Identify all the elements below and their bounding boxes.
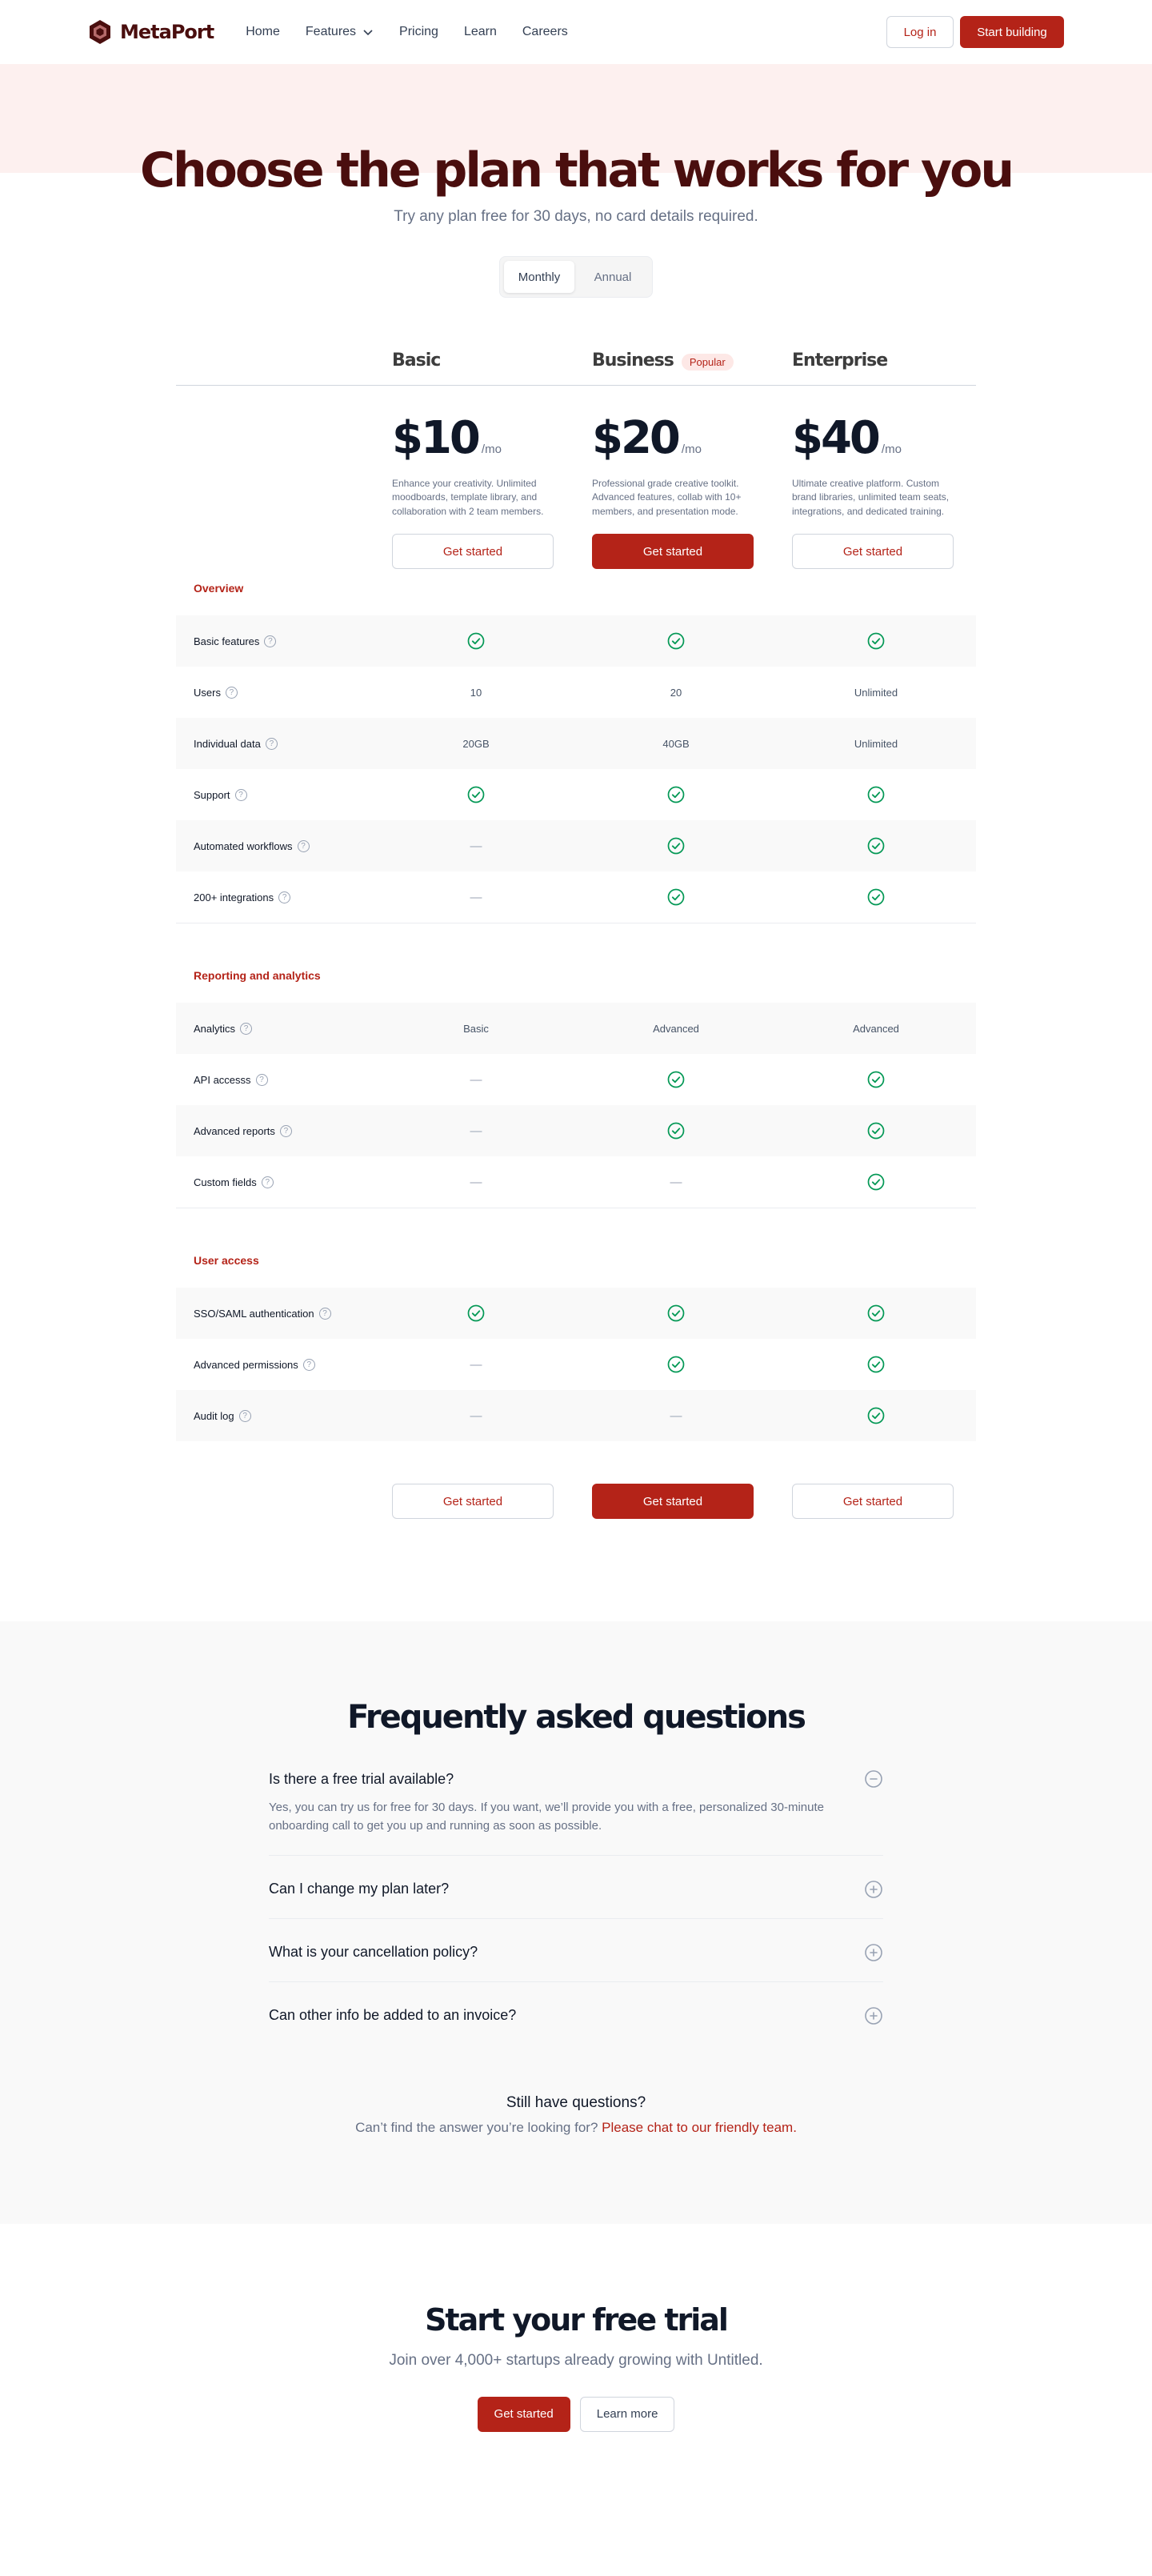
check-circle-icon	[667, 1304, 685, 1322]
feature-name-cell	[176, 635, 376, 647]
feature-name: Audit log	[194, 1409, 234, 1422]
feature-row	[176, 718, 976, 769]
help-circle-icon[interactable]: ?	[239, 1410, 251, 1422]
feature-name-cell	[176, 1074, 376, 1086]
price-row	[392, 412, 560, 466]
logo-hexagon-icon	[88, 19, 112, 45]
plan-card-enterprise	[776, 412, 976, 569]
nav-link-pricing[interactable]: Pricing	[399, 25, 438, 38]
feature-name-cell	[176, 1308, 376, 1320]
faq-question[interactable]	[269, 1769, 883, 1789]
dash: —	[470, 839, 482, 853]
dash: —	[470, 1408, 482, 1423]
get-started-business-button[interactable]: Get started	[592, 534, 754, 569]
price-period: /mo	[481, 443, 502, 456]
feature-value-check	[776, 1304, 976, 1322]
feature-value	[376, 687, 576, 699]
help-circle-icon[interactable]: ?	[298, 840, 310, 852]
faq-section	[0, 1621, 1152, 2224]
faq-item	[269, 1856, 883, 1919]
feature-value-check	[576, 1356, 776, 1373]
feature-row	[176, 1156, 976, 1208]
feature-name: Users	[194, 686, 221, 699]
check-circle-icon	[867, 632, 885, 650]
faq-item	[269, 1769, 883, 1856]
dash: —	[470, 1357, 482, 1372]
plan-price-row	[176, 386, 976, 569]
check-circle-icon	[467, 632, 485, 650]
feature-value-check	[576, 1122, 776, 1140]
still-questions-sub: Can’t find the answer you’re looking for?	[355, 2119, 598, 2135]
section-divider	[176, 1208, 976, 1241]
section-label: Overview	[194, 582, 244, 595]
dash: —	[670, 1175, 682, 1189]
feature-row	[176, 1390, 976, 1441]
feature-name: API accesss	[194, 1073, 251, 1086]
plan-header-business	[576, 342, 776, 385]
feature-row	[176, 871, 976, 923]
feature-value-check	[376, 632, 576, 650]
feature-name: Custom fields	[194, 1176, 257, 1188]
help-circle-icon[interactable]: ?	[235, 789, 247, 801]
faq-list	[269, 1769, 883, 2045]
check-circle-icon	[867, 1407, 885, 1424]
feature-value	[576, 1023, 776, 1035]
plan-price: $40	[792, 412, 878, 464]
feature-value	[576, 738, 776, 750]
billing-toggle	[499, 256, 653, 298]
feature-value-check	[376, 786, 576, 803]
bottom-col-basic	[376, 1473, 576, 1519]
bottom-buttons-spacer	[176, 1473, 376, 1519]
plan-card-business	[576, 412, 776, 569]
plan-description: Enhance your creativity. Unlimited moodboards, template library, and collaboration with 2 team members.	[392, 478, 544, 517]
feature-row	[176, 667, 976, 718]
section-label: User access	[194, 1254, 259, 1267]
check-circle-icon	[867, 1173, 885, 1191]
check-circle-icon	[467, 786, 485, 803]
bottom-col-enterprise	[776, 1473, 976, 1519]
feature-row	[176, 1054, 976, 1105]
dash: —	[670, 1408, 682, 1423]
check-circle-icon	[867, 888, 885, 906]
feature-value-text: Advanced	[853, 1022, 899, 1035]
feature-value-text: 20GB	[462, 737, 490, 750]
brand-name: MetaPort	[120, 21, 214, 43]
feature-name: 200+ integrations	[194, 891, 274, 903]
feature-value-check	[776, 1173, 976, 1191]
feature-name: Analytics	[194, 1022, 236, 1035]
price-period: /mo	[681, 443, 702, 456]
feature-row	[176, 820, 976, 871]
start-building-button[interactable]: Start building	[960, 16, 1064, 48]
feature-value	[376, 738, 576, 750]
feature-value-check	[576, 1071, 776, 1088]
feature-name: Basic features	[194, 635, 260, 647]
feature-row	[176, 1003, 976, 1054]
help-circle-icon[interactable]: ?	[226, 687, 238, 699]
feature-value-check	[376, 1304, 576, 1322]
cta-get-started-button[interactable]: Get started	[478, 2397, 570, 2432]
help-circle-icon[interactable]: ?	[319, 1308, 331, 1320]
check-circle-icon	[667, 1071, 685, 1088]
feature-value-dash	[576, 1176, 776, 1189]
feature-row	[176, 1105, 976, 1156]
plan-body-spacer	[176, 416, 376, 569]
help-circle-icon[interactable]: ?	[256, 1074, 268, 1086]
faq-question[interactable]	[269, 1943, 883, 1962]
feature-value-dash	[376, 839, 576, 853]
faq-title: Frequently asked questions	[347, 1699, 805, 1736]
nav-links	[246, 25, 568, 39]
feature-value-text: 40GB	[662, 737, 690, 750]
faq-question-text: Is there a free trial available?	[269, 1770, 454, 1787]
feature-value-dash	[376, 1073, 576, 1087]
faq-answer: Yes, you can try us for free for 30 days. If you want, we’ll provide you with a free, personalized 30-minute onboarding call to get you up and running as soon as possible.	[269, 1801, 824, 1833]
feature-name: SSO/SAML authentication	[194, 1307, 314, 1320]
feature-value-dash	[376, 891, 576, 904]
feature-row	[176, 615, 976, 667]
plan-name: Business	[592, 351, 674, 371]
help-circle-icon[interactable]: ?	[266, 738, 278, 750]
nav-link-features[interactable]	[306, 25, 374, 39]
bottom-get-started-business-button[interactable]: Get started	[592, 1484, 754, 1519]
page-subtitle: Try any plan free for 30 days, no card details required.	[394, 208, 758, 225]
feature-value-text: Unlimited	[854, 686, 898, 699]
feature-name-cell	[176, 1176, 376, 1188]
feature-row	[176, 1288, 976, 1339]
plan-price: $10	[392, 412, 478, 464]
price-row	[592, 412, 760, 466]
feature-value-check	[576, 888, 776, 906]
feature-comparison	[176, 569, 976, 1441]
feature-name-cell	[176, 840, 376, 852]
feature-value-text: 10	[470, 686, 482, 699]
hero-section	[0, 64, 1152, 298]
feature-value-text: 20	[670, 686, 682, 699]
plan-header-enterprise	[776, 342, 976, 385]
cta-subtitle: Join over 4,000+ startups already growing with Untitled.	[389, 2351, 763, 2369]
bottom-col-business	[576, 1473, 776, 1519]
plus-circle-icon[interactable]	[864, 1880, 883, 1899]
toggle-annual[interactable]: Annual	[594, 270, 632, 284]
plan-name: Enterprise	[792, 351, 888, 371]
feature-value	[376, 1023, 576, 1035]
faq-question[interactable]	[269, 2006, 883, 2025]
help-circle-icon[interactable]: ?	[264, 635, 276, 647]
help-circle-icon[interactable]: ?	[240, 1023, 252, 1035]
feature-value-check	[776, 1071, 976, 1088]
nav-link-careers[interactable]: Careers	[522, 25, 568, 38]
check-circle-icon	[867, 1356, 885, 1373]
cta-buttons	[0, 2397, 1152, 2432]
check-circle-icon	[867, 837, 885, 855]
top-navigation	[0, 0, 1152, 64]
still-questions-text	[0, 2120, 1152, 2136]
faq-question-text: Can other info be added to an invoice?	[269, 2007, 517, 2023]
dash: —	[470, 890, 482, 904]
plan-header-spacer	[176, 342, 376, 385]
feature-name-cell	[176, 1359, 376, 1371]
check-circle-icon	[867, 1122, 885, 1140]
feature-value-check	[576, 1304, 776, 1322]
dash: —	[470, 1124, 482, 1138]
plus-circle-icon[interactable]	[864, 1943, 883, 1962]
popular-badge: Popular	[682, 354, 734, 371]
feature-value	[776, 738, 976, 750]
pricing-table	[176, 342, 976, 1519]
toggle-monthly[interactable]: Monthly	[504, 261, 574, 293]
check-circle-icon	[867, 786, 885, 803]
feature-name-cell	[176, 687, 376, 699]
feature-value-check	[776, 1356, 976, 1373]
faq-question-text: Can I change my plan later?	[269, 1881, 450, 1897]
plan-card-basic	[376, 412, 576, 569]
bottom-get-started-enterprise-button[interactable]: Get started	[792, 1484, 954, 1519]
price-period: /mo	[881, 443, 902, 456]
feature-value-dash	[376, 1124, 576, 1138]
nav-link-learn[interactable]: Learn	[463, 25, 497, 38]
brand-logo[interactable]	[88, 19, 214, 45]
feature-name-cell	[176, 1410, 376, 1422]
plan-header-row	[176, 342, 976, 386]
check-circle-icon	[667, 1122, 685, 1140]
feature-value-text: Advanced	[653, 1022, 699, 1035]
chevron-down-icon	[362, 26, 374, 38]
plan-description: Professional grade creative toolkit. Advanced features, collab with 10+ members, and presentation mode.	[592, 478, 742, 517]
feature-name: Advanced permissions	[194, 1358, 298, 1371]
feature-value	[576, 687, 776, 699]
get-started-enterprise-button[interactable]: Get started	[792, 534, 954, 569]
feature-value-check	[776, 632, 976, 650]
feature-value-text: Unlimited	[854, 737, 898, 750]
feature-name-cell	[176, 789, 376, 801]
feature-value-check	[776, 1407, 976, 1424]
faq-question[interactable]	[269, 1880, 883, 1899]
bottom-get-started-basic-button[interactable]: Get started	[392, 1484, 554, 1519]
feature-name: Individual data	[194, 737, 261, 750]
feature-value	[776, 1023, 976, 1035]
faq-item	[269, 1982, 883, 2045]
check-circle-icon	[467, 1304, 485, 1322]
check-circle-icon	[867, 1071, 885, 1088]
get-started-basic-button[interactable]: Get started	[392, 534, 554, 569]
plan-name: Basic	[392, 351, 441, 371]
help-circle-icon[interactable]: ?	[280, 1125, 292, 1137]
nav-link-features-label: Features	[305, 25, 357, 38]
dash: —	[470, 1175, 482, 1189]
minus-circle-icon[interactable]	[864, 1769, 883, 1789]
plan-description: Ultimate creative platform. Custom brand libraries, unlimited team seats, integrations, and dedicated training.	[792, 478, 950, 517]
feature-row	[176, 769, 976, 820]
cta-section	[0, 2224, 1152, 2576]
feature-value-check	[576, 632, 776, 650]
feature-value-check	[776, 837, 976, 855]
check-circle-icon	[667, 786, 685, 803]
section-divider	[176, 923, 976, 956]
feature-value-dash	[576, 1409, 776, 1423]
section-label: Reporting and analytics	[194, 969, 321, 982]
feature-value-dash	[376, 1358, 576, 1372]
feature-value-check	[776, 1122, 976, 1140]
bottom-plan-buttons	[176, 1473, 976, 1519]
feature-value-check	[576, 837, 776, 855]
feature-value-dash	[376, 1176, 576, 1189]
feature-name-cell	[176, 738, 376, 750]
still-questions	[0, 2094, 1152, 2136]
chat-team-link[interactable]: Please chat to our friendly team.	[602, 2119, 797, 2135]
feature-name: Advanced reports	[194, 1124, 275, 1137]
feature-value-dash	[376, 1409, 576, 1423]
check-circle-icon	[667, 888, 685, 906]
feature-name-cell	[176, 1125, 376, 1137]
feature-value	[776, 687, 976, 699]
feature-value-check	[776, 888, 976, 906]
dash: —	[470, 1072, 482, 1087]
feature-value-check	[776, 786, 976, 803]
faq-question-text: What is your cancellation policy?	[269, 1944, 478, 1960]
feature-name: Support	[194, 788, 230, 801]
feature-name-cell	[176, 891, 376, 903]
plus-circle-icon[interactable]	[864, 2006, 883, 2025]
feature-value-check	[576, 786, 776, 803]
check-circle-icon	[667, 632, 685, 650]
login-button[interactable]: Log in	[886, 16, 954, 48]
price-row	[792, 412, 960, 466]
cta-learn-more-button[interactable]: Learn more	[580, 2397, 675, 2432]
help-circle-icon[interactable]: ?	[262, 1176, 274, 1188]
check-circle-icon	[667, 837, 685, 855]
feature-row	[176, 1339, 976, 1390]
help-circle-icon[interactable]: ?	[303, 1359, 315, 1371]
feature-name: Automated workflows	[194, 839, 293, 852]
feature-name-cell	[176, 1023, 376, 1035]
check-circle-icon	[667, 1356, 685, 1373]
plan-header-basic	[376, 342, 576, 385]
plan-price: $20	[592, 412, 678, 464]
help-circle-icon[interactable]: ?	[278, 891, 290, 903]
feature-value-text: Basic	[463, 1022, 489, 1035]
nav-link-home[interactable]: Home	[246, 25, 280, 38]
faq-item	[269, 1919, 883, 1982]
still-questions-title: Still have questions?	[506, 2093, 646, 2111]
page-title: Choose the plan that works for you	[139, 142, 1013, 198]
check-circle-icon	[867, 1304, 885, 1322]
cta-title: Start your free trial	[425, 2302, 727, 2338]
